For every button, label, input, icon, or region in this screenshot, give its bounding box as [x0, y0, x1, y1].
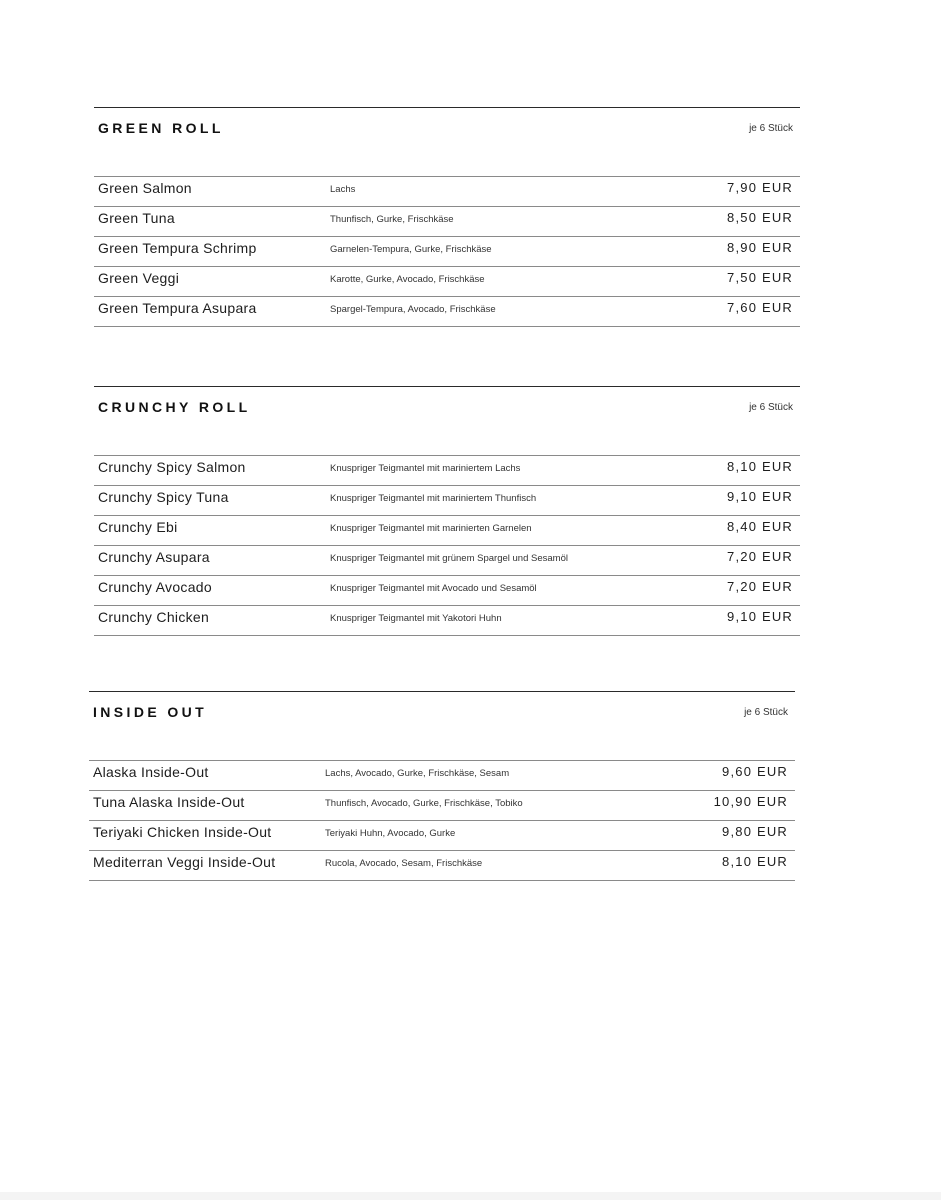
section-item-list	[89, 761, 795, 881]
menu-item-description: Rucola, Avocado, Sesam, Frischkäse	[325, 858, 483, 869]
menu-item-description: Spargel-Tempura, Avocado, Frischkäse	[330, 304, 496, 315]
section-quantity-note: je 6 Stück	[744, 707, 788, 718]
menu-item-row	[94, 546, 800, 576]
menu-item-price: 9,10 EUR	[727, 489, 793, 504]
menu-item-row	[89, 761, 795, 791]
menu-item-description: Knuspriger Teigmantel mit marinierten Garnelen	[330, 523, 532, 534]
menu-item-description: Thunfisch, Avocado, Gurke, Frischkäse, Tobiko	[325, 798, 523, 809]
menu-item-row	[89, 821, 795, 851]
section-quantity-note: je 6 Stück	[749, 402, 793, 413]
menu-item-price: 8,90 EUR	[727, 240, 793, 255]
menu-item-row	[94, 297, 800, 327]
menu-item-name: Crunchy Spicy Salmon	[98, 459, 246, 475]
menu-item-description: Knuspriger Teigmantel mit mariniertem Thunfisch	[330, 493, 537, 504]
section-item-list	[94, 456, 800, 636]
menu-item-price: 8,50 EUR	[727, 210, 793, 225]
menu-item-name: Alaska Inside-Out	[93, 764, 209, 780]
menu-item-description: Lachs, Avocado, Gurke, Frischkäse, Sesam	[325, 768, 510, 779]
menu-item-description: Karotte, Gurke, Avocado, Frischkäse	[330, 274, 485, 285]
menu-item-price: 10,90 EUR	[713, 794, 788, 809]
menu-item-row	[94, 516, 800, 546]
menu-item-price: 7,90 EUR	[727, 180, 793, 195]
menu-section-crunchy-roll	[94, 386, 800, 636]
menu-item-name: Green Tempura Schrimp	[98, 240, 257, 256]
section-title: INSIDE OUT	[93, 704, 208, 720]
menu-item-name: Green Veggi	[98, 270, 180, 286]
section-quantity-note: je 6 Stück	[749, 123, 793, 134]
section-title: CRUNCHY ROLL	[98, 399, 251, 415]
menu-item-name: Crunchy Asupara	[98, 549, 210, 565]
menu-item-name: Tuna Alaska Inside-Out	[93, 794, 245, 810]
menu-item-price: 7,60 EUR	[727, 300, 793, 315]
menu-item-description: Knuspriger Teigmantel mit Yakotori Huhn	[330, 613, 502, 624]
section-title: GREEN ROLL	[98, 120, 224, 136]
menu-item-row	[94, 267, 800, 297]
menu-item-row	[94, 606, 800, 636]
menu-item-price: 7,20 EUR	[727, 579, 793, 594]
menu-item-row	[94, 576, 800, 606]
menu-item-name: Teriyaki Chicken Inside-Out	[93, 824, 272, 840]
menu-item-price: 9,60 EUR	[722, 764, 788, 779]
menu-item-description: Teriyaki Huhn, Avocado, Gurke	[325, 828, 456, 839]
section-header	[94, 107, 800, 177]
menu-item-name: Green Tempura Asupara	[98, 300, 257, 316]
menu-item-price: 8,10 EUR	[727, 459, 793, 474]
menu-item-description: Garnelen-Tempura, Gurke, Frischkäse	[330, 244, 492, 255]
menu-item-price: 8,40 EUR	[727, 519, 793, 534]
menu-item-price: 8,10 EUR	[722, 854, 788, 869]
menu-item-description: Knuspriger Teigmantel mit mariniertem Lachs	[330, 463, 521, 474]
menu-item-price: 9,80 EUR	[722, 824, 788, 839]
menu-section-inside-out	[89, 691, 795, 881]
menu-item-name: Crunchy Chicken	[98, 609, 210, 625]
menu-item-row	[94, 237, 800, 267]
menu-item-description: Knuspriger Teigmantel mit grünem Spargel und Sesamöl	[330, 553, 568, 564]
menu-item-description: Thunfisch, Gurke, Frischkäse	[330, 214, 454, 225]
section-header	[89, 691, 795, 761]
section-header	[94, 386, 800, 456]
menu-item-row	[94, 207, 800, 237]
menu-item-name: Mediterran Veggi Inside-Out	[93, 854, 276, 870]
page-bottom-edge	[0, 1192, 941, 1200]
menu-item-row	[89, 851, 795, 881]
menu-item-price: 7,50 EUR	[727, 270, 793, 285]
menu-item-row	[94, 177, 800, 207]
menu-item-row	[94, 486, 800, 516]
menu-item-name: Green Tuna	[98, 210, 175, 226]
menu-item-description: Lachs	[330, 184, 356, 195]
menu-item-name: Crunchy Avocado	[98, 579, 212, 595]
menu-item-description: Knuspriger Teigmantel mit Avocado und Sesamöl	[330, 583, 537, 594]
menu-item-price: 9,10 EUR	[727, 609, 793, 624]
menu-item-name: Crunchy Spicy Tuna	[98, 489, 229, 505]
menu-item-row	[89, 791, 795, 821]
menu-item-name: Crunchy Ebi	[98, 519, 178, 535]
menu-item-price: 7,20 EUR	[727, 549, 793, 564]
menu-section-green-roll	[94, 107, 800, 327]
section-item-list	[94, 177, 800, 327]
menu-item-row	[94, 456, 800, 486]
menu-item-name: Green Salmon	[98, 180, 192, 196]
